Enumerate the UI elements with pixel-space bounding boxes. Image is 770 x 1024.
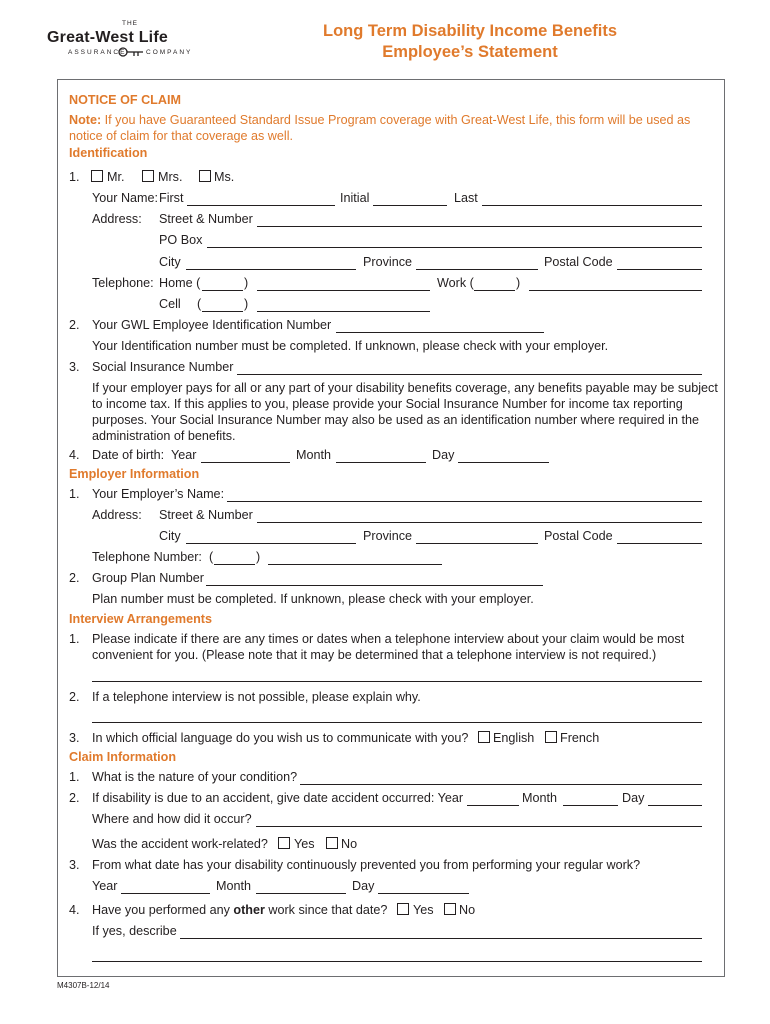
employer-name-label: Your Employer’s Name: [92, 487, 225, 501]
dob-month-label: Month [296, 448, 332, 462]
work-related-no-checkbox[interactable] [326, 837, 338, 849]
q-number: 3. [69, 858, 80, 872]
other-work-yes-checkbox[interactable] [397, 903, 409, 915]
employer-address-label: Address: [92, 508, 142, 522]
street-label: Street & Number [159, 212, 253, 226]
other-work-no-label: No [459, 903, 476, 917]
last-name-label: Last [454, 191, 478, 205]
q-number: 2. [69, 318, 80, 332]
accident-how-field[interactable] [256, 826, 702, 827]
employer-street-field[interactable] [257, 522, 702, 523]
employer-province-label: Province [363, 529, 412, 543]
french-checkbox[interactable] [545, 731, 557, 743]
disability-month-label: Month [216, 879, 252, 893]
english-checkbox[interactable] [478, 731, 490, 743]
paren-close: ) [256, 550, 261, 564]
your-name-label: Your Name: [92, 191, 159, 205]
province-field[interactable] [416, 269, 538, 270]
group-plan-note: Plan number must be completed. If unknown, please check with your employer. [92, 592, 534, 606]
sin-note-line2: to income tax. If this applies to you, please provide your Social Insurance Number for income tax reporting [92, 397, 683, 411]
q-number: 4. [69, 903, 80, 917]
employer-postal-field[interactable] [617, 543, 702, 544]
paren-close: ) [516, 276, 521, 290]
initial-field[interactable] [373, 205, 447, 206]
accident-date-label: If disability is due to an accident, give date accident occurred: Year [92, 791, 464, 805]
work-phone-label: Work ( [437, 276, 474, 290]
employer-street-label: Street & Number [159, 508, 253, 522]
logo-assurance: ASSURANCE [68, 49, 127, 56]
employer-phone-field[interactable] [268, 564, 442, 565]
paren-open: ( [209, 550, 214, 564]
mr-checkbox[interactable] [91, 170, 103, 182]
first-name-field[interactable] [187, 205, 335, 206]
work-related-yes-checkbox[interactable] [278, 837, 290, 849]
other-work-label: Have you performed any other work since that date? [92, 903, 388, 917]
disability-month-field[interactable] [256, 893, 346, 894]
form-title-line1: Long Term Disability Income Benefits [323, 22, 617, 40]
dob-year-label: Year [171, 448, 197, 462]
employer-city-field[interactable] [186, 543, 356, 544]
employee-id-note: Your Identification number must be completed. If unknown, please check with your employer. [92, 339, 609, 353]
interview-heading: Interview Arrangements [69, 612, 213, 626]
form-title-line2: Employee’s Statement [382, 43, 558, 61]
sin-field[interactable] [237, 374, 702, 375]
logo-company: COMPANY [146, 49, 193, 56]
q-number: 1. [69, 170, 80, 184]
condition-field[interactable] [300, 784, 702, 785]
interview-q2-label: If a telephone interview is not possible, please explain why. [92, 690, 421, 704]
mrs-label: Mrs. [158, 170, 183, 184]
home-area-code-field[interactable] [202, 290, 243, 291]
notice-heading: NOTICE OF CLAIM [69, 93, 181, 107]
condition-label: What is the nature of your condition? [92, 770, 298, 784]
city-label: City [159, 255, 181, 269]
employee-id-label: Your GWL Employee Identification Number [92, 318, 332, 332]
mr-label: Mr. [107, 170, 125, 184]
accident-year-field[interactable] [467, 805, 519, 806]
work-related-no-label: No [341, 837, 358, 851]
sin-note-line3: purposes. Your Social Insurance Number may also be used as an identification number where required in the [92, 413, 699, 427]
home-phone-field[interactable] [257, 290, 430, 291]
french-label: French [560, 731, 600, 745]
interview-q1-line2: convenient for you. (Please note that it may be determined that a telephone interview is not required.) [92, 648, 657, 662]
group-plan-field[interactable] [206, 585, 543, 586]
home-phone-label: Home ( [159, 276, 201, 290]
describe-label: If yes, describe [92, 924, 177, 938]
key-icon [118, 46, 142, 58]
address-label: Address: [92, 212, 142, 226]
initial-label: Initial [340, 191, 370, 205]
mrs-checkbox[interactable] [142, 170, 154, 182]
disability-year-label: Year [92, 879, 118, 893]
q-number: 2. [69, 571, 80, 585]
describe-field[interactable] [180, 938, 702, 939]
dob-day-field[interactable] [458, 462, 549, 463]
ms-checkbox[interactable] [199, 170, 211, 182]
work-related-label: Was the accident work-related? [92, 837, 268, 851]
other-work-no-checkbox[interactable] [444, 903, 456, 915]
identification-heading: Identification [69, 146, 148, 160]
dob-year-field[interactable] [201, 462, 290, 463]
note-line1: Note: If you have Guaranteed Standard Issue Program coverage with Great-West Life, this form will be used as [69, 113, 691, 127]
dob-label: Date of birth: [92, 448, 165, 462]
accident-day-label: Day [622, 791, 645, 805]
work-phone-field[interactable] [529, 290, 702, 291]
disability-day-field[interactable] [378, 893, 469, 894]
q-number: 3. [69, 360, 80, 374]
work-area-code-field[interactable] [474, 290, 515, 291]
street-field[interactable] [257, 226, 702, 227]
employer-telephone-label: Telephone Number: [92, 550, 202, 564]
q-number: 4. [69, 448, 80, 462]
language-label: In which official language do you wish us to communicate with you? [92, 731, 469, 745]
disability-date-label: From what date has your disability continuously prevented you from performing your regular work? [92, 858, 641, 872]
sin-note-line1: If your employer pays for all or any part of your disability benefits coverage, any benefits payable may be subject [92, 381, 718, 395]
employer-heading: Employer Information [69, 467, 200, 481]
cell-area-code-field[interactable] [202, 311, 243, 312]
q-number: 2. [69, 690, 80, 704]
accident-how-label: Where and how did it occur? [92, 812, 252, 826]
sin-label: Social Insurance Number [92, 360, 234, 374]
logo-name: Great-West Life [47, 29, 168, 46]
pobox-field[interactable] [207, 247, 702, 248]
note-line2: notice of claim for that coverage as well. [69, 129, 293, 143]
employer-province-field[interactable] [416, 543, 538, 544]
other-work-yes-label: Yes [413, 903, 434, 917]
ms-label: Ms. [214, 170, 235, 184]
disability-day-label: Day [352, 879, 375, 893]
sin-note-line4: administration of benefits. [92, 429, 236, 443]
q-number: 1. [69, 632, 80, 646]
describe-field-2[interactable] [92, 961, 702, 962]
q-number: 1. [69, 487, 80, 501]
employer-city-label: City [159, 529, 181, 543]
english-label: English [493, 731, 535, 745]
interview-reason-field[interactable] [92, 722, 702, 723]
disability-year-field[interactable] [121, 893, 210, 894]
city-field[interactable] [186, 269, 356, 270]
accident-month-label: Month [522, 791, 558, 805]
paren-close: ) [244, 297, 249, 311]
form-code: M4307B-12/14 [57, 981, 110, 990]
paren-open: ( [197, 297, 202, 311]
telephone-label: Telephone: [92, 276, 154, 290]
accident-day-field[interactable] [648, 805, 702, 806]
q-number: 3. [69, 731, 80, 745]
cell-phone-label: Cell [159, 297, 181, 311]
first-name-label: First [159, 191, 184, 205]
last-name-field[interactable] [482, 205, 702, 206]
cell-phone-field[interactable] [257, 311, 430, 312]
interview-times-field[interactable] [92, 681, 702, 682]
employer-name-field[interactable] [227, 501, 702, 502]
dob-day-label: Day [432, 448, 455, 462]
province-label: Province [363, 255, 412, 269]
dob-month-field[interactable] [336, 462, 426, 463]
group-plan-label: Group Plan Number [92, 571, 204, 585]
employer-area-code-field[interactable] [214, 564, 255, 565]
paren-close: ) [244, 276, 249, 290]
accident-month-field[interactable] [563, 805, 618, 806]
postal-code-field[interactable] [617, 269, 702, 270]
logo-the: THE [122, 20, 138, 27]
employer-postal-label: Postal Code [544, 529, 613, 543]
interview-q1-line1: Please indicate if there are any times or dates when a telephone interview about your claim would be most [92, 632, 685, 646]
employee-id-field[interactable] [336, 332, 544, 333]
work-related-yes-label: Yes [294, 837, 315, 851]
pobox-label: PO Box [159, 233, 203, 247]
q-number: 2. [69, 791, 80, 805]
q-number: 1. [69, 770, 80, 784]
claim-heading: Claim Information [69, 750, 177, 764]
postal-code-label: Postal Code [544, 255, 613, 269]
